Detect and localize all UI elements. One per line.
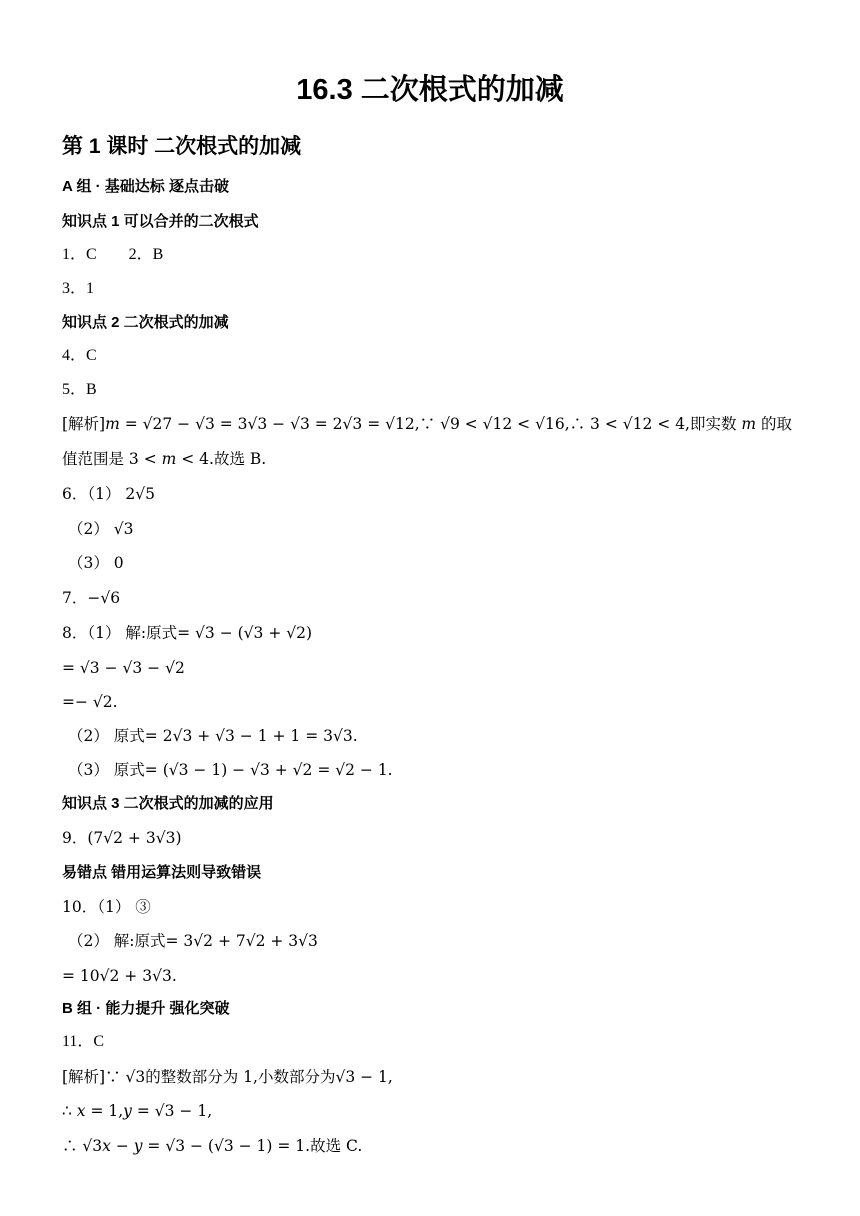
answer-line: 1．C 2．B	[62, 246, 164, 263]
analysis-line: ∴ 𝑥 = 1,𝑦 = √3 − 1,	[62, 1102, 213, 1120]
answer-line: 4．C	[62, 347, 97, 364]
solution-line: 8．（1） 解:原式= √3 − (√3 + √2)	[62, 624, 313, 642]
knowledge-point-1: 知识点 1 可以合并的二次根式	[62, 213, 259, 230]
solution-line: （2） 原式= 2√3 + √3 − 1 + 1 = 3√3.	[68, 727, 358, 745]
answer-line: 7．−√6	[62, 589, 121, 607]
answer-line: （2） √3	[68, 520, 134, 538]
knowledge-point-2: 知识点 2 二次根式的加减	[62, 314, 229, 331]
answer-line: 3．1	[62, 280, 95, 297]
analysis-line: [解析]𝑚 = √27 − √3 = 3√3 − √3 = 2√3 = √12,∵ √9 < √12 < √16,∴ 3 < √12 < 4,即实数 𝑚 的取	[62, 415, 793, 433]
answer-line: 9．(7√2 + 3√3)	[62, 829, 182, 847]
answer-line: （3） 0	[68, 554, 124, 572]
error-point-heading: 易错点 错用运算法则导致错误	[62, 864, 262, 881]
analysis-line: [解析]∵ √3的整数部分为 1,小数部分为√3 − 1,	[62, 1068, 393, 1086]
answer-line: 6．（1） 2√5	[62, 485, 156, 503]
section-heading-b: B 组 · 能力提升 强化突破	[62, 1000, 230, 1017]
analysis-line: ∴ √3𝑥 − 𝑦 = √3 − (√3 − 1) = 1.故选 C.	[62, 1137, 363, 1155]
lesson-subtitle: 第 1 课时 二次根式的加减	[62, 135, 302, 158]
solution-line: = √3 − √3 − √2	[62, 659, 185, 677]
analysis-line: 值范围是 3 < 𝑚 < 4.故选 B.	[62, 450, 267, 468]
solution-line: = 10√2 + 3√3.	[62, 967, 177, 985]
answer-line: 11．C	[62, 1033, 105, 1050]
solution-line: （3） 原式= (√3 − 1) − √3 + √2 = √2 − 1.	[68, 761, 393, 779]
answer-line: 5．B	[62, 381, 97, 398]
section-heading-a: A 组 · 基础达标 逐点击破	[62, 178, 229, 195]
solution-line: =− √2.	[62, 693, 118, 711]
page-title: 16.3 二次根式的加减	[296, 74, 564, 106]
solution-line: （2） 解:原式= 3√2 + 7√2 + 3√3	[68, 932, 318, 950]
knowledge-point-3: 知识点 3 二次根式的加减的应用	[62, 795, 274, 812]
answer-line: 10．（1） ③	[62, 898, 151, 916]
